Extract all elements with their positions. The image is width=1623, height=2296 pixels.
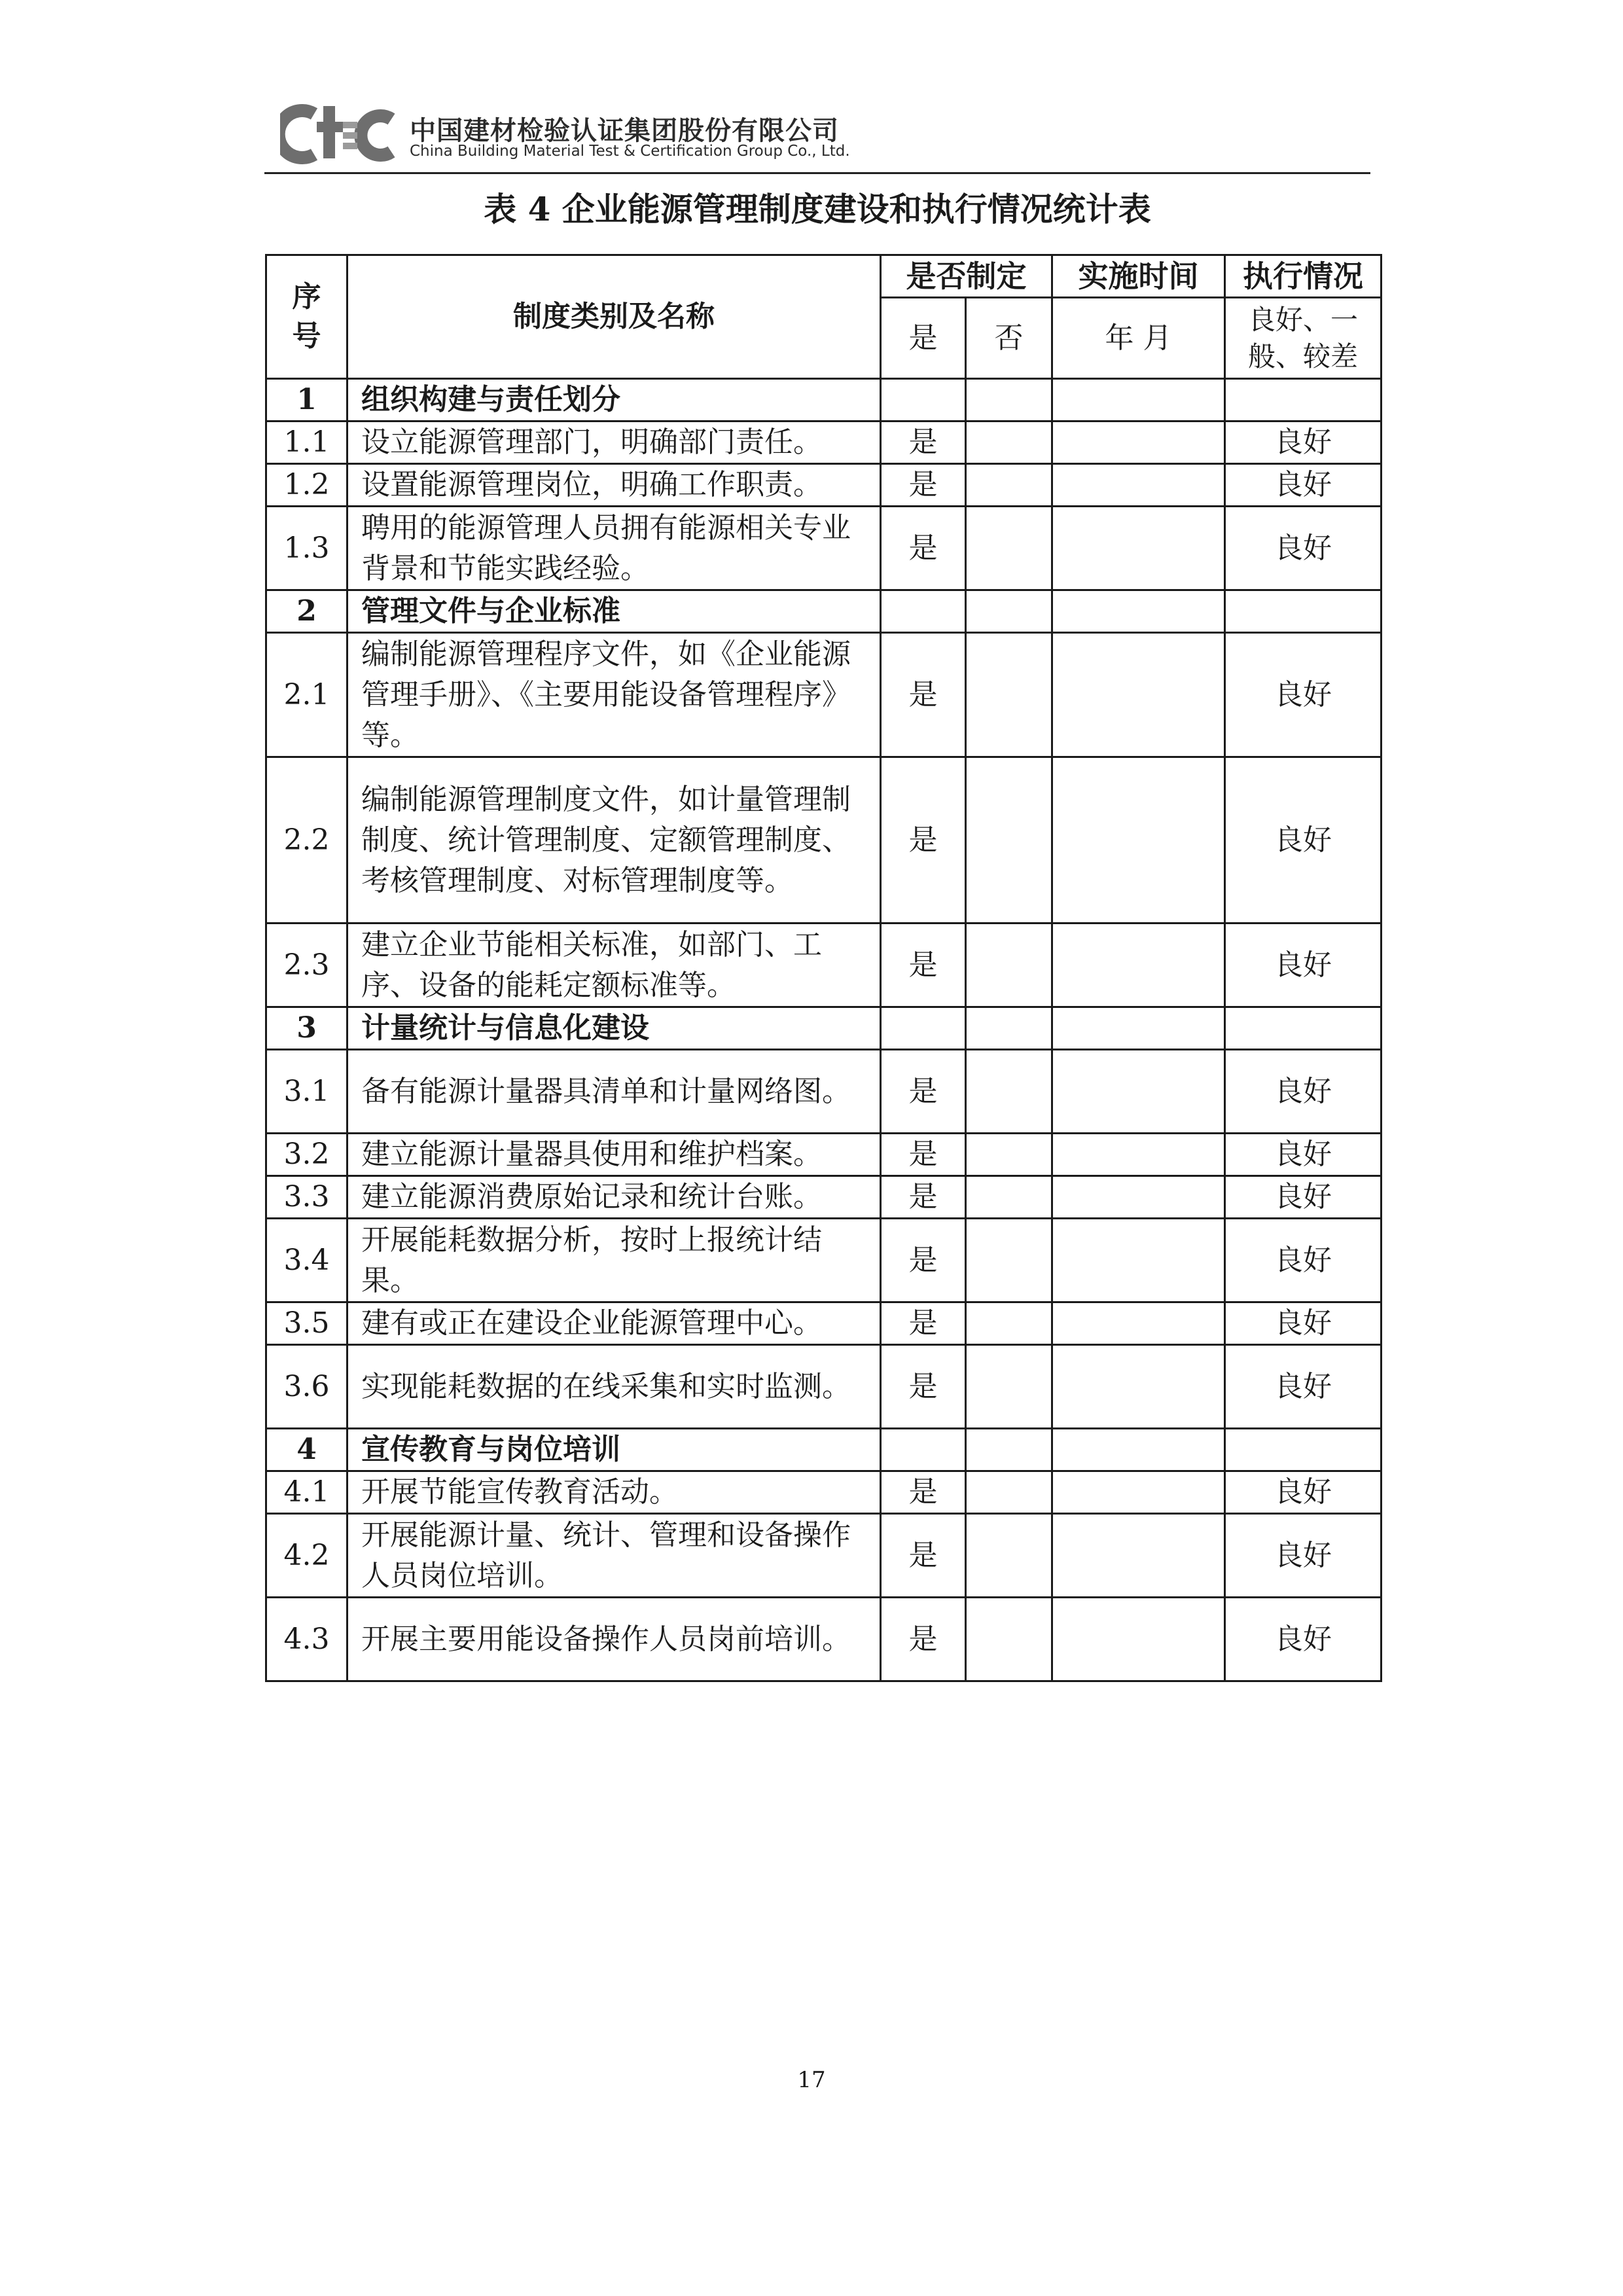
energy-management-table xyxy=(265,254,1382,1682)
cell-name: 设置能源管理岗位，明确工作职责。 xyxy=(348,464,881,507)
table-row xyxy=(266,1302,1382,1345)
cell-eval: 良好 xyxy=(1225,1050,1382,1134)
cell-yes: 是 xyxy=(881,1134,966,1176)
cell-time xyxy=(1052,1007,1225,1050)
cell-time xyxy=(1052,422,1225,464)
table-row xyxy=(266,633,1382,757)
cell-time xyxy=(1052,1471,1225,1514)
col-header-eval-scale: 良好、一 般、较差 xyxy=(1225,298,1382,379)
table-row xyxy=(266,1471,1382,1514)
cell-yes xyxy=(881,1007,966,1050)
cell-eval: 良好 xyxy=(1225,1176,1382,1219)
cell-name: 建立能源消费原始记录和统计台账。 xyxy=(348,1176,881,1219)
table-row xyxy=(266,924,1382,1007)
cell-time xyxy=(1052,507,1225,590)
cell-name: 编制能源管理程序文件，如《企业能源管理手册》、《主要用能设备管理程序》等。 xyxy=(348,633,881,757)
col-header-yes: 是 xyxy=(881,298,966,379)
cell-time xyxy=(1052,633,1225,757)
cell-time xyxy=(1052,757,1225,924)
cell-eval: 良好 xyxy=(1225,1471,1382,1514)
cell-name: 计量统计与信息化建设 xyxy=(348,1007,881,1050)
cell-name: 聘用的能源管理人员拥有能源相关专业背景和节能实践经验。 xyxy=(348,507,881,590)
cell-time xyxy=(1052,1598,1225,1681)
cell-no xyxy=(966,1514,1052,1598)
cell-time xyxy=(1052,1429,1225,1471)
table-row xyxy=(266,464,1382,507)
cell-eval xyxy=(1225,1429,1382,1471)
cell-eval: 良好 xyxy=(1225,757,1382,924)
cell-eval: 良好 xyxy=(1225,1302,1382,1345)
cell-name: 编制能源管理制度文件，如计量管理制制度、统计管理制度、定额管理制度、考核管理制度、对标管理制度等。 xyxy=(348,757,881,924)
table-row xyxy=(266,1176,1382,1219)
cell-name: 备有能源计量器具清单和计量网络图。 xyxy=(348,1050,881,1134)
cell-no xyxy=(966,757,1052,924)
cell-num: 1.1 xyxy=(266,422,348,464)
cell-name: 开展能耗数据分析，按时上报统计结果。 xyxy=(348,1219,881,1302)
cell-eval: 良好 xyxy=(1225,464,1382,507)
cell-eval xyxy=(1225,1007,1382,1050)
cell-name: 建立企业节能相关标准，如部门、工序、设备的能耗定额标准等。 xyxy=(348,924,881,1007)
company-name-cn: 中国建材检验认证集团股份有限公司 xyxy=(410,116,839,146)
cell-yes xyxy=(881,379,966,422)
cell-yes: 是 xyxy=(881,1219,966,1302)
cell-no xyxy=(966,633,1052,757)
cell-name: 开展能源计量、统计、管理和设备操作人员岗位培训。 xyxy=(348,1514,881,1598)
table-row xyxy=(266,1219,1382,1302)
cell-no xyxy=(966,1050,1052,1134)
cell-yes: 是 xyxy=(881,1345,966,1429)
cell-no xyxy=(966,1598,1052,1681)
cell-name: 实现能耗数据的在线采集和实时监测。 xyxy=(348,1345,881,1429)
cell-time xyxy=(1052,590,1225,633)
cell-eval: 良好 xyxy=(1225,1219,1382,1302)
cell-name: 开展主要用能设备操作人员岗前培训。 xyxy=(348,1598,881,1681)
cell-yes: 是 xyxy=(881,1471,966,1514)
cell-eval: 良好 xyxy=(1225,1345,1382,1429)
cell-num: 3.1 xyxy=(266,1050,348,1134)
col-header-execution: 执行情况 xyxy=(1225,255,1382,298)
cell-time xyxy=(1052,1514,1225,1598)
cell-num: 1.3 xyxy=(266,507,348,590)
cell-no xyxy=(966,1176,1052,1219)
cell-eval: 良好 xyxy=(1225,633,1382,757)
table-row xyxy=(266,1050,1382,1134)
cell-no xyxy=(966,1219,1052,1302)
section-row xyxy=(266,379,1382,422)
cell-num: 4.1 xyxy=(266,1471,348,1514)
cell-time xyxy=(1052,1050,1225,1134)
section-row xyxy=(266,1007,1382,1050)
cell-time xyxy=(1052,1176,1225,1219)
cell-no xyxy=(966,1429,1052,1471)
col-header-year-month: 年 月 xyxy=(1052,298,1225,379)
cell-time xyxy=(1052,1302,1225,1345)
cell-num: 2.2 xyxy=(266,757,348,924)
cell-eval: 良好 xyxy=(1225,1598,1382,1681)
cell-eval xyxy=(1225,590,1382,633)
cell-name: 开展节能宣传教育活动。 xyxy=(348,1471,881,1514)
table-row xyxy=(266,422,1382,464)
cell-eval: 良好 xyxy=(1225,1514,1382,1598)
cell-yes: 是 xyxy=(881,633,966,757)
cell-name: 设立能源管理部门，明确部门责任。 xyxy=(348,422,881,464)
col-header-name: 制度类别及名称 xyxy=(348,255,881,379)
company-name-en: China Building Material Test & Certification Group Co., Ltd. xyxy=(410,143,850,160)
col-header-established: 是否制定 xyxy=(881,255,1052,298)
cell-num: 3 xyxy=(266,1007,348,1050)
cell-yes: 是 xyxy=(881,1514,966,1598)
cell-time xyxy=(1052,1134,1225,1176)
cell-time xyxy=(1052,1345,1225,1429)
cell-yes: 是 xyxy=(881,507,966,590)
cell-yes: 是 xyxy=(881,464,966,507)
cell-num: 3.2 xyxy=(266,1134,348,1176)
cell-yes: 是 xyxy=(881,1302,966,1345)
table-row xyxy=(266,1134,1382,1176)
cell-yes: 是 xyxy=(881,422,966,464)
section-row xyxy=(266,1429,1382,1471)
cell-name: 组织构建与责任划分 xyxy=(348,379,881,422)
ctc-logo xyxy=(280,99,401,169)
cell-num: 4.2 xyxy=(266,1514,348,1598)
header-row-1 xyxy=(266,255,1382,298)
cell-yes: 是 xyxy=(881,1598,966,1681)
cell-num: 3.5 xyxy=(266,1302,348,1345)
page-number: 17 xyxy=(797,2067,826,2093)
cell-num: 4 xyxy=(266,1429,348,1471)
cell-eval: 良好 xyxy=(1225,924,1382,1007)
col-header-no: 否 xyxy=(966,298,1052,379)
table-row xyxy=(266,1345,1382,1429)
cell-time xyxy=(1052,924,1225,1007)
cell-num: 3.4 xyxy=(266,1219,348,1302)
cell-yes: 是 xyxy=(881,924,966,1007)
cell-num: 2.3 xyxy=(266,924,348,1007)
header-divider xyxy=(264,172,1370,174)
table-title: 表 4 企业能源管理制度建设和执行情况统计表 xyxy=(484,190,1151,228)
cell-name: 管理文件与企业标准 xyxy=(348,590,881,633)
cell-no xyxy=(966,924,1052,1007)
cell-time xyxy=(1052,1219,1225,1302)
cell-no xyxy=(966,1345,1052,1429)
cell-eval xyxy=(1225,379,1382,422)
table-row xyxy=(266,1514,1382,1598)
cell-num: 3.3 xyxy=(266,1176,348,1219)
col-header-seq: 序 号 xyxy=(266,255,348,379)
cell-no xyxy=(966,1134,1052,1176)
section-row xyxy=(266,590,1382,633)
cell-no xyxy=(966,1471,1052,1514)
cell-eval: 良好 xyxy=(1225,1134,1382,1176)
cell-eval: 良好 xyxy=(1225,422,1382,464)
cell-no xyxy=(966,379,1052,422)
cell-yes xyxy=(881,1429,966,1471)
cell-no xyxy=(966,422,1052,464)
cell-no xyxy=(966,507,1052,590)
cell-name: 建有或正在建设企业能源管理中心。 xyxy=(348,1302,881,1345)
cell-name: 建立能源计量器具使用和维护档案。 xyxy=(348,1134,881,1176)
cell-no xyxy=(966,1007,1052,1050)
cell-yes: 是 xyxy=(881,1050,966,1134)
cell-num: 1 xyxy=(266,379,348,422)
cell-eval: 良好 xyxy=(1225,507,1382,590)
cell-yes: 是 xyxy=(881,757,966,924)
table-row xyxy=(266,507,1382,590)
cell-num: 2.1 xyxy=(266,633,348,757)
cell-num: 4.3 xyxy=(266,1598,348,1681)
cell-no xyxy=(966,464,1052,507)
cell-num: 3.6 xyxy=(266,1345,348,1429)
cell-name: 宣传教育与岗位培训 xyxy=(348,1429,881,1471)
cell-yes xyxy=(881,590,966,633)
cell-num: 1.2 xyxy=(266,464,348,507)
table-row xyxy=(266,757,1382,924)
table-row xyxy=(266,1598,1382,1681)
cell-time xyxy=(1052,464,1225,507)
cell-yes: 是 xyxy=(881,1176,966,1219)
cell-num: 2 xyxy=(266,590,348,633)
cell-no xyxy=(966,590,1052,633)
col-header-impl-time: 实施时间 xyxy=(1052,255,1225,298)
cell-time xyxy=(1052,379,1225,422)
cell-no xyxy=(966,1302,1052,1345)
